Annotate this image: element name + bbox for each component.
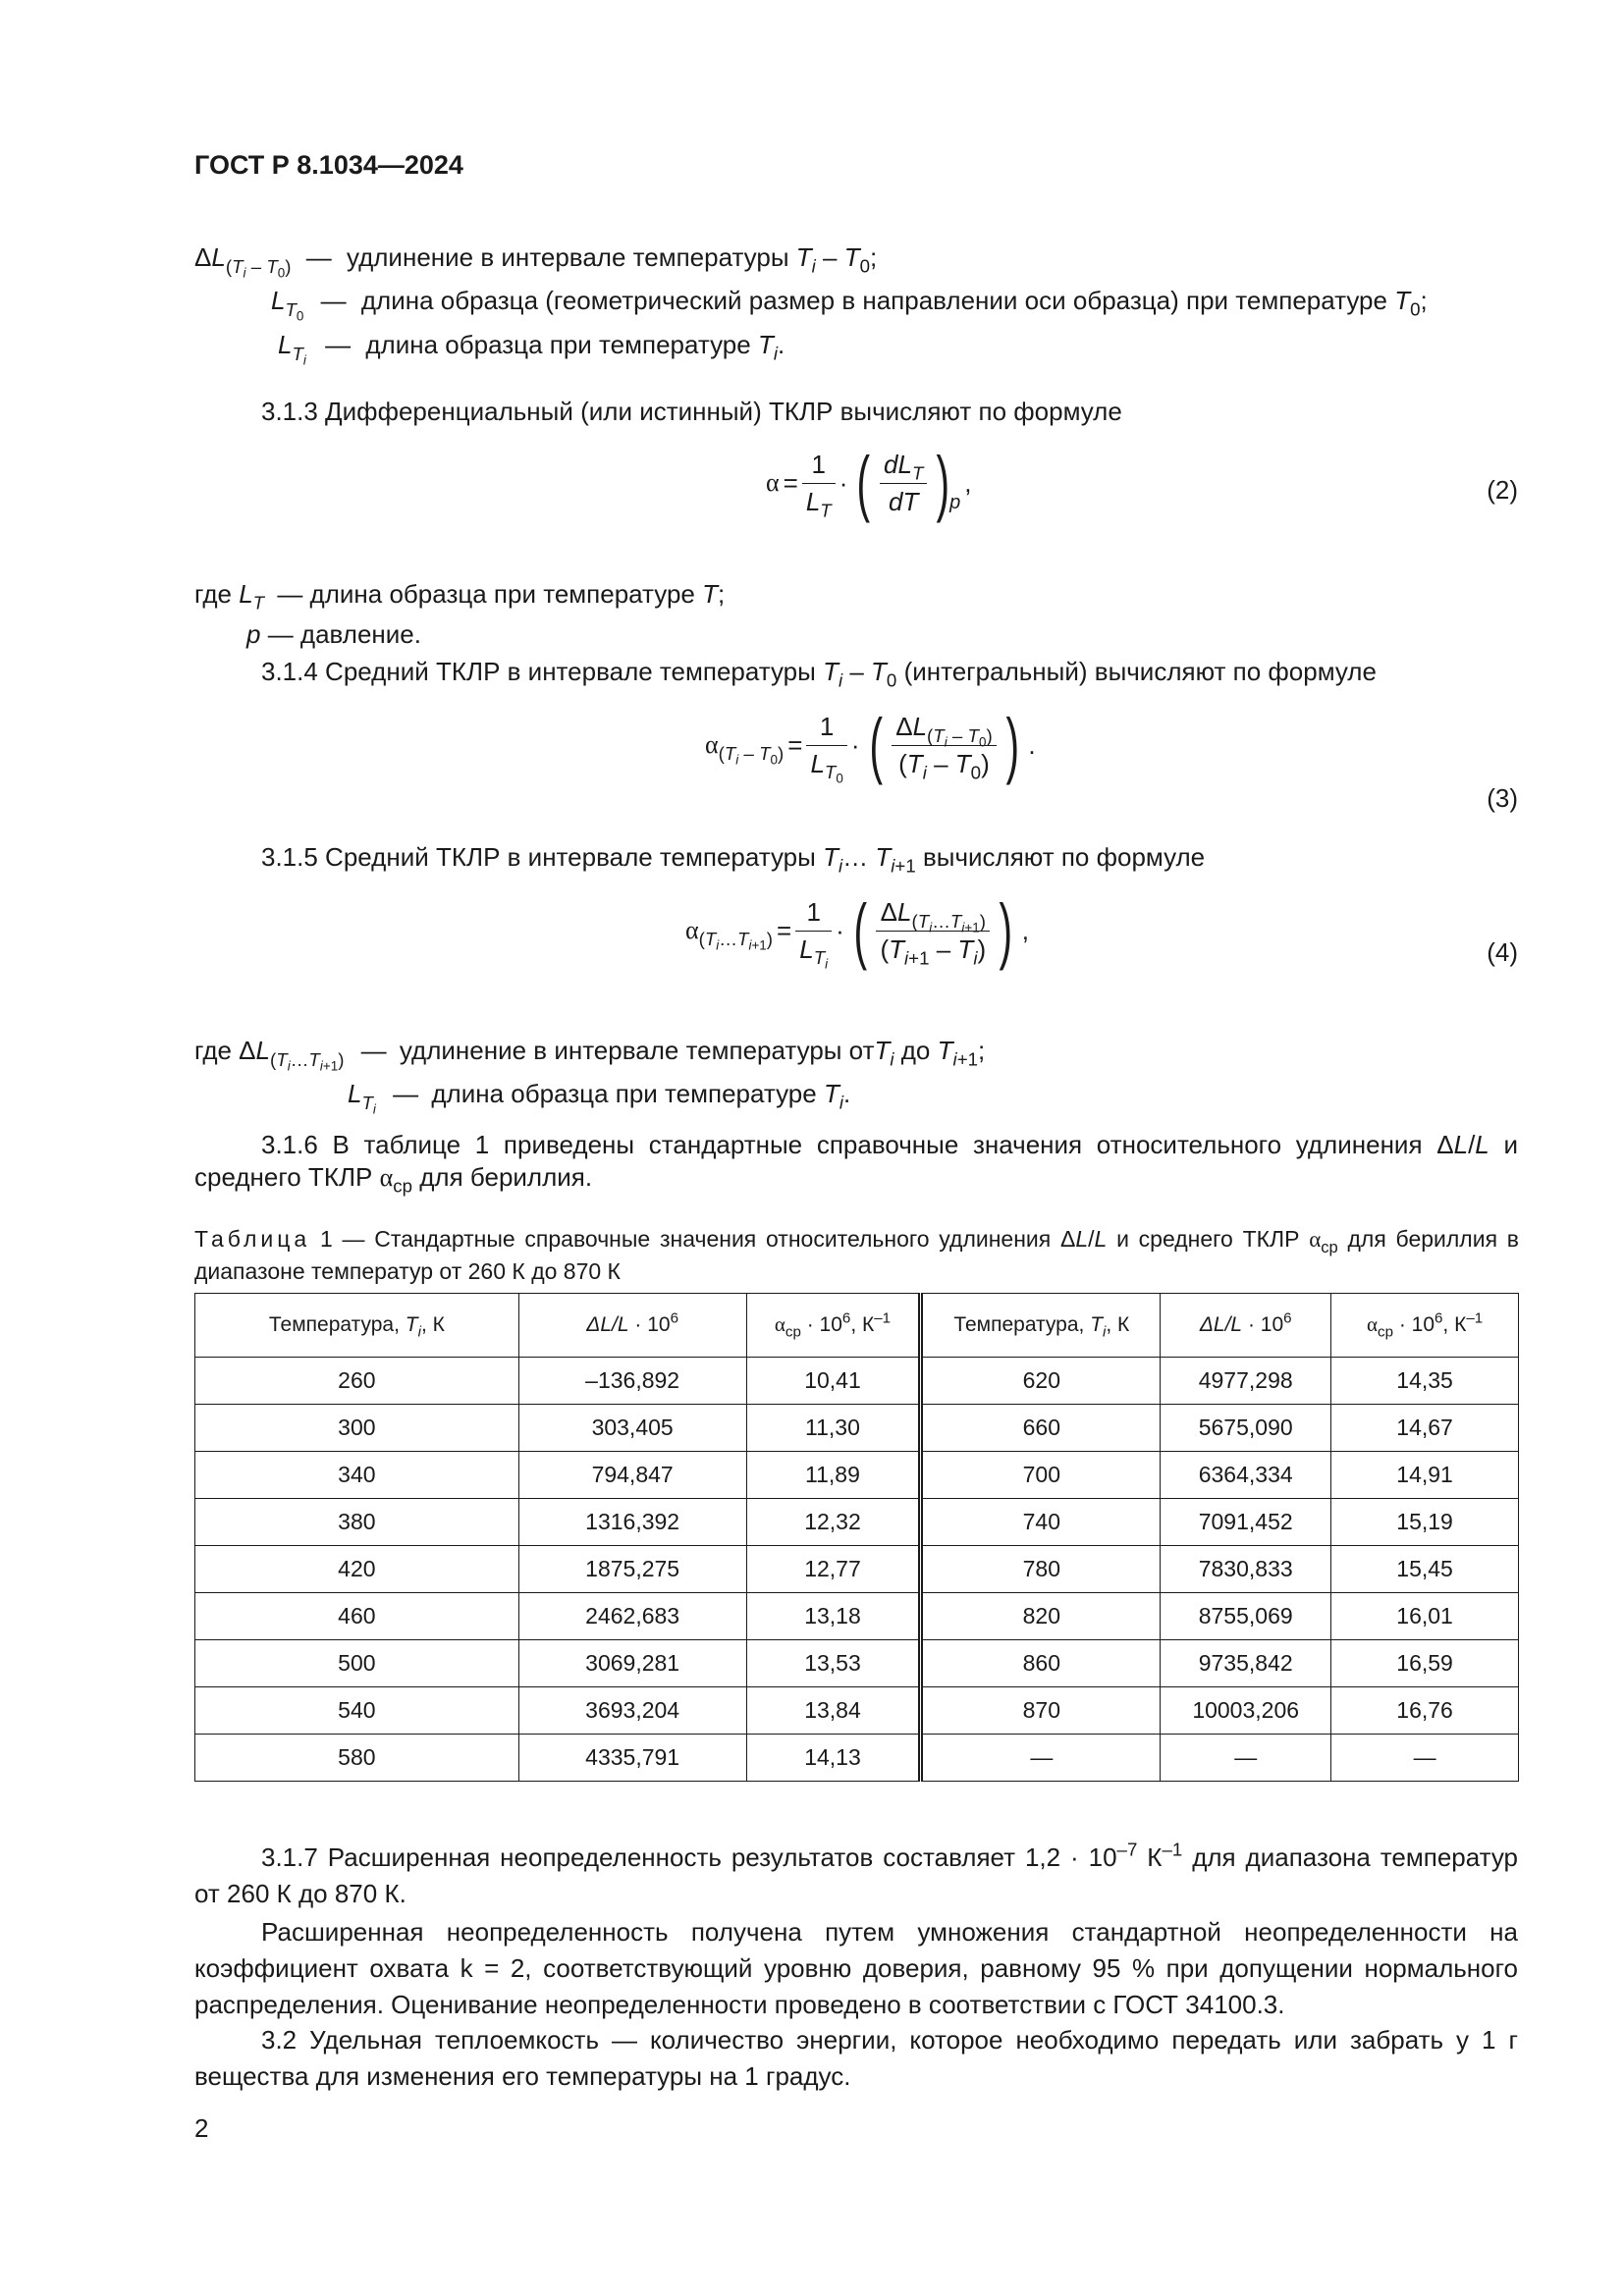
where-l-ti: $L_{T_i}$ — длина образца при температуре $T_i$.	[348, 1079, 851, 1117]
table-cell: 14,67	[1331, 1405, 1519, 1452]
table-row	[195, 1452, 1519, 1499]
table-cell: 700	[921, 1452, 1161, 1499]
definition-l-ti: $L_{T_i}$ — длина образца при температуре $T_i$.	[278, 330, 785, 368]
where-l-t: где $L_T$ — длина образца при температуре T;	[194, 579, 726, 614]
section-3-2: 3.2 Удельная теплоемкость — количество энергии, которое необходимо передать или забрать у 1 г вещества для изменения его температуры на 1 градус.	[194, 2025, 1518, 2091]
table-cell: 11,89	[746, 1452, 921, 1499]
table-cell: 660	[921, 1405, 1161, 1452]
table-cell: 860	[921, 1640, 1161, 1687]
table-row	[195, 1640, 1519, 1687]
section-3-1-4: 3.1.4 Средний ТКЛР в интервале температуры $T_i - T_0$ (интегральный) вычисляют по формуле	[261, 657, 1377, 691]
table-cell: 740	[921, 1499, 1161, 1546]
table-cell: 13,18	[746, 1593, 921, 1640]
table-cell: 460	[195, 1593, 519, 1640]
table-caption: Таблица 1 — Стандартные справочные значения относительного удлинения ΔL/L и среднего ТКЛР $\alpha_{ср}$ для бериллия в диапазоне температур от 260 К до 870 К	[194, 1226, 1519, 1285]
col-header-alpha: $\alpha_{ср} \cdot 10^6$, $К^{-1}$	[746, 1294, 921, 1358]
table-row	[195, 1499, 1519, 1546]
formula-4: $\alpha_{(T_i\dots T_{i+1})}$ = $\frac{1}{L_{T_i}}$ · ( $\frac{\Delta L_{(T_i\dots T_{i+1})}}{(T_{i+1} - T_i)}$ ) ,	[685, 889, 1030, 972]
table-cell: 7091,452	[1161, 1499, 1331, 1546]
table-cell: 794,847	[518, 1452, 746, 1499]
table-row	[195, 1358, 1519, 1405]
equation-number-3: (3)	[1487, 783, 1518, 813]
table-cell: 15,19	[1331, 1499, 1519, 1546]
col-header-dl-2: $\Delta L/L \cdot 10^6$	[1161, 1294, 1331, 1358]
col-header-alpha-2: $\alpha_{ср} \cdot 10^6$, $К^{-1}$	[1331, 1294, 1519, 1358]
table-cell: 14,91	[1331, 1452, 1519, 1499]
table-cell: 820	[921, 1593, 1161, 1640]
section-3-1-6: 3.1.6 В таблице 1 приведены стандартные справочные значения относительного удлинения ΔL/L и среднего ТКЛР $\alpha_{ср}$ для бериллия.	[194, 1130, 1518, 1197]
table-cell: 12,32	[746, 1499, 921, 1546]
table-cell: 13,84	[746, 1687, 921, 1735]
col-header-dl: $\Delta L/L \cdot 10^6$	[518, 1294, 746, 1358]
table-cell: 1316,392	[518, 1499, 746, 1546]
table-row	[195, 1687, 1519, 1735]
table-cell: 340	[195, 1452, 519, 1499]
table-cell: 3693,204	[518, 1687, 746, 1735]
table-cell: 14,35	[1331, 1358, 1519, 1405]
section-3-1-7: 3.1.7 Расширенная неопределенность результатов составляет $1,2 \cdot 10^{-7}$ $К^{-1}$ для диапазона температур от 260 К до 870 К.	[194, 1839, 1518, 1908]
table-cell: 1875,275	[518, 1546, 746, 1593]
where-p: p — давление.	[246, 619, 421, 649]
table-cell: 10,41	[746, 1358, 921, 1405]
table-cell: 300	[195, 1405, 519, 1452]
table-cell: 5675,090	[1161, 1405, 1331, 1452]
section-3-1-3: 3.1.3 Дифференциальный (или истинный) ТКЛР вычисляют по формуле	[261, 397, 1122, 426]
table-cell: 580	[195, 1735, 519, 1782]
table-cell: 15,45	[1331, 1546, 1519, 1593]
section-3-1-5: 3.1.5 Средний ТКЛР в интервале температуры $T_i\dots$ $T_{i+1}$ вычисляют по формуле	[261, 842, 1206, 877]
table-cell: 380	[195, 1499, 519, 1546]
table-cell: 420	[195, 1546, 519, 1593]
document-header: ГОСТ Р 8.1034—2024	[194, 150, 463, 180]
table-cell: —	[921, 1735, 1161, 1782]
table-cell: 16,01	[1331, 1593, 1519, 1640]
table-cell: 8755,069	[1161, 1593, 1331, 1640]
table-cell: 7830,833	[1161, 1546, 1331, 1593]
table-cell: 4977,298	[1161, 1358, 1331, 1405]
equation-number-2: (2)	[1487, 475, 1518, 505]
col-header-temperature: Температура, $T_i$, К	[195, 1294, 519, 1358]
table-cell: 16,59	[1331, 1640, 1519, 1687]
equation-number-4: (4)	[1487, 937, 1518, 967]
table-cell: 540	[195, 1687, 519, 1735]
table-cell: 16,76	[1331, 1687, 1519, 1735]
formula-3: $\alpha_{(T_i - T_0)}$ = $\frac{1}{L_{T_0}}$ · ( $\frac{\Delta L_{(T_i - T_0)}}{(T_i - T_0)}$ ) .	[705, 704, 1036, 786]
table-cell: 9735,842	[1161, 1640, 1331, 1687]
page-number: 2	[194, 2113, 209, 2143]
col-header-temperature-2: Температура, $T_i$, К	[921, 1294, 1161, 1358]
table-cell: —	[1161, 1735, 1331, 1782]
table-cell: 303,405	[518, 1405, 746, 1452]
formula-2: α = $\frac{1}{L_T}$ · ( $\frac{dL_T}{dT}$ ) p ,	[766, 442, 972, 523]
table-cell: 6364,334	[1161, 1452, 1331, 1499]
table-cell: 12,77	[746, 1546, 921, 1593]
paragraph-uncertainty: Расширенная неопределенность получена путем умножения стандартной неопределенности на коэффициент охвата k = 2, соответствующий уровню доверия, равному 95 % при допущении нормального распределения. Оценивание неопределенности проведено в соответствии с ГОСТ 34100.3.	[194, 1917, 1518, 2019]
table-row	[195, 1405, 1519, 1452]
table-cell: 620	[921, 1358, 1161, 1405]
table-cell: 4335,791	[518, 1735, 746, 1782]
data-table	[194, 1293, 1519, 1782]
table-header-row	[195, 1294, 1519, 1358]
table-cell: –136,892	[518, 1358, 746, 1405]
table-cell: 14,13	[746, 1735, 921, 1782]
table-cell: 260	[195, 1358, 519, 1405]
table-cell: 500	[195, 1640, 519, 1687]
table-cell: 10003,206	[1161, 1687, 1331, 1735]
table-cell: 870	[921, 1687, 1161, 1735]
table-cell: —	[1331, 1735, 1519, 1782]
table-row	[195, 1735, 1519, 1782]
table-row	[195, 1546, 1519, 1593]
table-cell: 780	[921, 1546, 1161, 1593]
table-cell: 3069,281	[518, 1640, 746, 1687]
definition-l-t0: $L_{T_0}$ — длина образца (геометрический размер в направлении оси образца) при температуре $T_0$;	[271, 286, 1428, 324]
table-cell: 13,53	[746, 1640, 921, 1687]
definition-delta-l: $\Delta L_{(T_i - T_0)}$ — удлинение в интервале температуры $T_i - T_0$;	[194, 242, 878, 281]
table-row	[195, 1593, 1519, 1640]
where-delta-l: где $\Delta L_{(T_i\dots T_{i+1})}$ — удлинение в интервале температуры отT$_i$ до $T_{i+1}$;	[194, 1036, 986, 1074]
table-cell: 2462,683	[518, 1593, 746, 1640]
table-cell: 11,30	[746, 1405, 921, 1452]
